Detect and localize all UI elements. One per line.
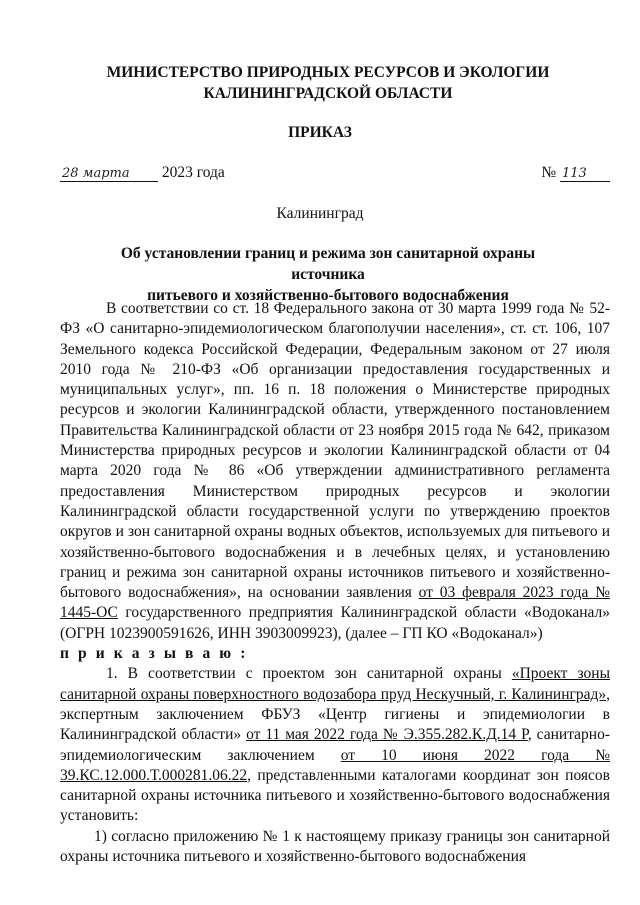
preamble-text-2: государственного предприятия Калининградской области «Водоканал» (ОГРН 1023900591626, ИНН 3903009923), (далее – ГП КО «Водоканал») <box>60 604 610 642</box>
expert-conclusion-reference: от 11 мая 2022 года № Э.355.282.К.Д.14 Р <box>246 726 528 744</box>
ministry-name <box>60 62 596 104</box>
preamble-paragraph <box>60 299 610 644</box>
clause-1-text-1: 1. В соответствии с проектом зон санитарной охраны <box>106 665 512 683</box>
subclause-1-paragraph <box>60 827 610 868</box>
preamble-text-1: В соответствии со ст. 18 Федерального закона от 30 марта 1999 года № 52-ФЗ «О санитарно-эпидемиологическом благополучии населения», ст. ст. 106, 107 Земельного кодекса Российской Федерации, Федеральным законом от 27 июля 2010 года № 210-ФЗ «Об организации предоставления государственных и муниципальных услуг», пп. 16 п. 18 положения о Министерстве природных ресурсов и экологии Калининградской области, утвержденного постановлением Правительства Калининградской области от 23 ноября 2015 года № 642, приказом Министерства природных ресурсов и экологии Калининградской области от 04 марта 2020 года № 86 «Об утверждении административного регламента предоставления Министерством природных ресурсов и экологии Калининградской области государственной услуги по утверждению проектов округов и зон санитарной охраны водных объектов, используемых для питьевого и хозяйственно-бытового водоснабжения и в лечебных целях, и установлению границ и режима зон санитарной охраны источников питьевого и хозяйственно-бытового водоснабжения», на основании заявления <box>60 300 610 602</box>
clause-1-text-4: , представленными каталогами координат зон поясов санитарной охраны источника питьевого и хозяйственно-бытового водоснабжения установить: <box>60 766 610 825</box>
sanitary-conclusion-reference: от 10 июня 2022 года № 39.КС.12.000.Т.000281.06.22 <box>60 746 610 784</box>
ministry-name-line2: КАЛИНИНГРАДСКОЙ ОБЛАСТИ <box>203 85 453 102</box>
ministry-name-line1: МИНИСТЕРСТВО ПРИРОДНЫХ РЕСУРСОВ И ЭКОЛОГИИ <box>106 64 550 81</box>
order-date <box>60 164 225 182</box>
order-subject <box>90 243 566 306</box>
subject-line2: питьевого и хозяйственно-бытового водоснабжения <box>147 287 509 304</box>
order-body <box>60 299 610 867</box>
clause-1-text-2: , экспертным заключением ФБУЗ «Центр гигиены и эпидемиологии в Калининградской области» <box>60 685 610 744</box>
order-keyword: п р и к а з ы в а ю : <box>60 645 248 663</box>
number-label: № <box>541 164 557 181</box>
clause-1-paragraph <box>60 664 610 826</box>
order-keyword-line <box>60 644 610 664</box>
handwritten-date: 28 марта <box>60 166 158 182</box>
subject-line1: Об установлении границ и режима зон санитарной охраны источника <box>120 245 536 283</box>
handwritten-number: 113 <box>560 166 610 182</box>
city-name: Калининград <box>276 205 364 222</box>
project-reference: «Проект зоны санитарной охраны поверхностного водозабора пруд Нескучный, г. Калининград» <box>60 665 610 703</box>
subclause-1-text: 1) согласно приложению № 1 к настоящему приказу границы зон санитарной охраны источника питьевого и хозяйственно-бытового водоснабжения <box>60 827 610 866</box>
application-reference: от 03 февраля 2023 года № 1445-ОС <box>60 584 610 622</box>
document-type: ПРИКАЗ <box>288 124 352 141</box>
order-number <box>541 164 610 182</box>
clause-1-text-3: , санитарно-эпидемиологическим заключением <box>60 726 610 764</box>
date-year: 2023 года <box>161 164 225 181</box>
